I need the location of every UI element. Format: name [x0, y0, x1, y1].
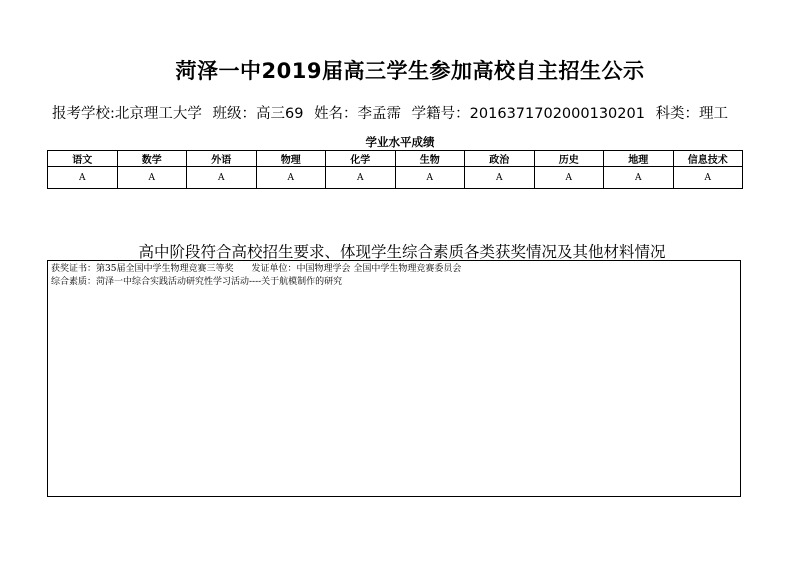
grade-header: 历史: [534, 151, 604, 167]
grades-header-row: [48, 151, 743, 167]
student-id-field: 学籍号：2016371702000130201: [411, 106, 645, 122]
award-text: 获奖证书：第35届全国中学生物理竞赛三等奖: [51, 264, 234, 274]
track-field: 科类：理工: [655, 106, 729, 122]
grade-header: 生物: [395, 151, 465, 167]
grades-value-row: [48, 167, 743, 189]
grade-header: 化学: [326, 151, 396, 167]
grades-table: [47, 150, 743, 189]
grade-value: A: [256, 167, 326, 189]
grade-value: A: [673, 167, 743, 189]
issuer-text: 发证单位：中国物理学会 全国中学生物理竞赛委员会: [251, 264, 462, 274]
grade-header: 外语: [187, 151, 257, 167]
school-field: 报考学校:北京理工大学: [52, 106, 202, 122]
class-field: 班级：高三69: [212, 106, 304, 122]
materials-heading: 高中阶段符合高校招生要求、体现学生综合素质各类获奖情况及其他材料情况: [138, 243, 666, 261]
grade-value: A: [48, 167, 118, 189]
grade-header: 数学: [117, 151, 187, 167]
applicant-info: [52, 102, 734, 123]
grade-header: 政治: [465, 151, 535, 167]
grade-header: 信息技术: [673, 151, 743, 167]
grade-value: A: [604, 167, 674, 189]
grade-header: 语文: [48, 151, 118, 167]
grade-value: A: [465, 167, 535, 189]
grade-value: A: [117, 167, 187, 189]
quality-line: [51, 276, 740, 289]
quality-text: 综合素质：菏泽一中综合实践活动研究性学习活动----关于航模制作的研究: [51, 277, 343, 287]
name-field: 姓名：李孟霈: [314, 106, 402, 122]
grades-caption: 学业水平成绩: [365, 135, 435, 149]
page-title: 菏泽一中2019届高三学生参加高校自主招生公示: [175, 59, 645, 83]
award-line: [51, 263, 740, 276]
grade-value: A: [326, 167, 396, 189]
grade-value: A: [395, 167, 465, 189]
materials-box: [47, 260, 741, 497]
grade-header: 物理: [256, 151, 326, 167]
grade-value: A: [534, 167, 604, 189]
grade-header: 地理: [604, 151, 674, 167]
grade-value: A: [187, 167, 257, 189]
